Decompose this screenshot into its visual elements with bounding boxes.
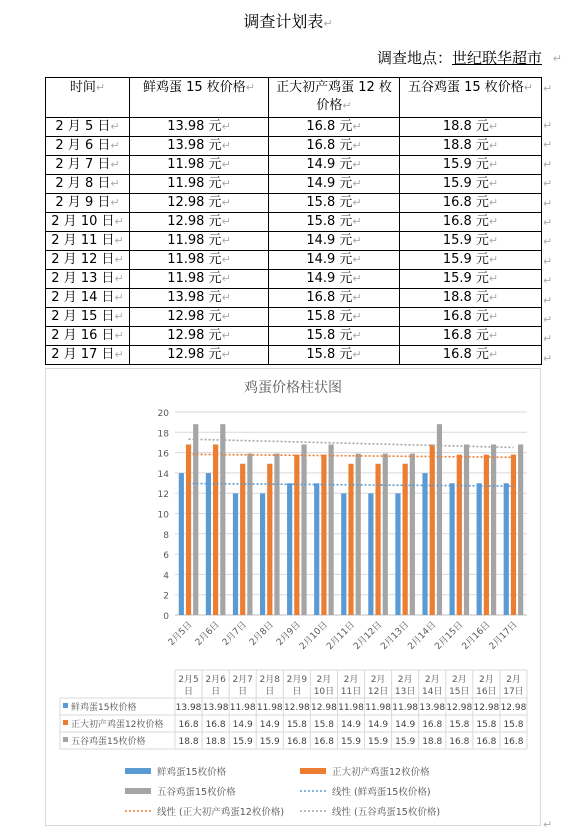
legend-swatch (125, 788, 151, 794)
date-cell: 2 月 17 日↵ (46, 346, 130, 365)
price-cell: 11.98 元↵ (130, 175, 269, 194)
bar (233, 493, 238, 615)
data-table-value: 18.8 (205, 737, 226, 747)
data-table-col-label: 17日 (503, 687, 524, 697)
legend-label: 线性 (五谷鸡蛋15枚价格) (332, 807, 441, 818)
egg-price-chart (45, 368, 541, 826)
price-cell: 15.8 元↵ (269, 308, 400, 327)
bar (511, 455, 516, 615)
data-table-value: 15.9 (395, 737, 416, 747)
table-row (46, 213, 542, 232)
bar (410, 454, 415, 615)
location-label: 调查地点： (376, 49, 452, 67)
data-table-col-label: 2月 (479, 675, 494, 685)
data-table-value: 15.8 (449, 720, 470, 730)
price-cell: 11.98 元↵ (130, 232, 269, 251)
bar (247, 454, 252, 615)
data-table-value: 13.98 (419, 703, 446, 713)
survey-location (376, 47, 562, 68)
data-table-col-label: 2月 (370, 675, 386, 685)
location-value: 世纪联华超市 (451, 49, 542, 67)
data-table-value: 11.98 (365, 703, 391, 713)
price-table (45, 77, 542, 365)
price-cell: 15.9 元↵ (400, 270, 542, 289)
bar (430, 444, 435, 615)
data-table-col-label: 2月 (506, 675, 521, 685)
bar (213, 444, 218, 615)
row-end-mark: ↵ (543, 177, 553, 191)
bar (491, 444, 496, 615)
data-table-value: 13.98 (202, 703, 229, 713)
price-cell: 16.8 元↵ (269, 137, 400, 156)
date-cell: 2 月 9 日↵ (46, 194, 130, 213)
document-title: 调查计划表↵ (243, 12, 333, 31)
price-cell: 15.9 元↵ (400, 156, 542, 175)
data-table-col-label: 10日 (313, 687, 335, 697)
data-table-col-label: 2月 (397, 675, 413, 685)
y-tick-label: 10 (157, 510, 169, 521)
bar (220, 424, 225, 615)
price-cell: 13.98 元↵ (130, 137, 269, 156)
row-end-mark: ↵ (543, 82, 553, 95)
y-tick-label: 12 (157, 490, 169, 501)
data-table-value: 15.8 (286, 720, 307, 730)
legend-label: 线性 (正大初产鸡蛋12枚价格) (157, 807, 285, 818)
data-table-col-label: 日 (211, 687, 221, 697)
data-table-row-label: 正大初产鸡蛋12枚价格 (71, 720, 164, 730)
bar (179, 473, 184, 615)
data-table-value: 11.98 (338, 703, 364, 713)
data-table-col-label: 日 (238, 687, 248, 697)
y-tick-label: 2 (163, 591, 169, 602)
data-table-value: 14.9 (232, 720, 253, 730)
price-cell: 15.8 元↵ (269, 327, 400, 346)
x-tick-label: 2月6日 (193, 620, 222, 648)
legend-label: 线性 (鲜鸡蛋15枚价格) (332, 787, 431, 798)
row-end-mark: ↵ (543, 157, 553, 171)
bar (274, 454, 279, 615)
data-table-value: 12.98 (500, 703, 527, 713)
date-cell: 2 月 14 日↵ (46, 289, 130, 308)
data-table-value: 15.9 (340, 737, 362, 747)
price-cell: 12.98 元↵ (130, 346, 269, 365)
bar (287, 483, 292, 615)
data-table-value: 16.8 (178, 720, 199, 730)
bar (368, 493, 373, 615)
bar (206, 473, 211, 615)
legend-swatch (300, 768, 326, 774)
price-cell: 16.8 元↵ (400, 327, 542, 346)
data-table-value: 16.8 (286, 737, 307, 747)
row-end-mark: ↵ (543, 293, 553, 307)
x-tick-label: 2月11日 (325, 620, 358, 653)
header-date: 时间↵ (46, 78, 130, 118)
row-end-mark: ↵ (543, 216, 553, 229)
price-cell: 15.8 元↵ (269, 213, 400, 232)
data-table-value: 16.8 (205, 720, 226, 730)
data-table-col-label: 15日 (449, 687, 470, 697)
bar (403, 464, 408, 615)
paragraph-mark: ↵ (323, 17, 333, 30)
price-cell: 12.98 元↵ (130, 194, 269, 213)
x-tick-label: 2月12日 (352, 620, 385, 653)
x-tick-label: 2月7日 (220, 620, 249, 648)
date-cell: 2 月 8 日↵ (46, 175, 130, 194)
table-row (46, 194, 542, 213)
y-tick-label: 0 (163, 612, 169, 622)
y-tick-label: 16 (157, 449, 169, 460)
header-fresh-egg: 鲜鸡蛋 15 枚价格↵ (130, 78, 269, 118)
data-table-col-label: 2月8 (259, 675, 280, 685)
header-zhengda-egg: 正大初产鸡蛋 12 枚价格↵ (269, 78, 400, 118)
x-tick-label: 2月5日 (166, 620, 195, 648)
price-cell: 15.9 元↵ (400, 251, 542, 270)
price-cell: 16.8 元↵ (400, 346, 542, 365)
y-tick-label: 6 (163, 551, 169, 562)
bar (314, 483, 319, 615)
data-table-value: 12.98 (473, 703, 500, 713)
data-table-value: 12.98 (283, 703, 310, 713)
data-table-value: 15.8 (313, 720, 334, 730)
data-table-value: 14.9 (368, 720, 389, 730)
row-end-mark: ↵ (543, 351, 553, 365)
data-table-value: 15.9 (232, 737, 253, 747)
price-cell: 15.8 元↵ (269, 194, 400, 213)
bar (321, 455, 326, 615)
price-cell: 12.98 元↵ (130, 213, 269, 232)
data-table-col-label: 13日 (394, 687, 416, 697)
y-tick-label: 18 (157, 429, 169, 440)
table-row (46, 232, 542, 251)
table-row (46, 270, 542, 289)
data-table-row-label: 五谷鸡蛋15枚价格 (71, 737, 146, 747)
bar (260, 493, 265, 615)
data-table-value: 18.8 (422, 737, 443, 747)
bar (356, 454, 361, 615)
bar (240, 464, 245, 615)
bar (518, 444, 523, 615)
table-row (46, 251, 542, 270)
data-table-value: 18.8 (178, 737, 199, 747)
price-cell: 11.98 元↵ (130, 251, 269, 270)
legend-swatch (125, 768, 151, 774)
data-table-value: 15.9 (368, 737, 389, 747)
y-tick-label: 8 (163, 530, 169, 541)
series-key (63, 720, 68, 725)
price-cell: 18.8 元↵ (400, 118, 542, 137)
date-cell: 2 月 7 日↵ (46, 156, 130, 175)
x-tick-label: 2月8日 (247, 620, 276, 648)
price-cell: 14.9 元↵ (269, 232, 400, 251)
bar (186, 444, 191, 615)
row-end-mark: ↵ (543, 138, 553, 152)
bar (450, 483, 455, 615)
bar (422, 473, 427, 615)
table-row (46, 327, 542, 346)
date-cell: 2 月 12 日↵ (46, 251, 130, 270)
table-row (46, 175, 542, 194)
price-cell: 14.9 元↵ (269, 251, 400, 270)
data-table-col-label: 11日 (340, 687, 362, 697)
y-tick-label: 20 (157, 409, 169, 419)
bar (437, 424, 442, 615)
data-table-value: 14.9 (340, 720, 362, 730)
data-table-value: 15.8 (476, 720, 497, 730)
x-tick-label: 2月17日 (487, 620, 520, 653)
table-header-row (46, 78, 542, 118)
row-end-mark: ↵ (543, 196, 553, 210)
bar (484, 455, 489, 615)
chart-title: 鸡蛋价格柱状图 (244, 380, 342, 396)
data-table-value: 16.8 (503, 737, 524, 747)
data-table-col-label: 2月6 (205, 675, 226, 685)
table-row (46, 308, 542, 327)
data-table-value: 15.9 (259, 737, 280, 747)
paragraph-mark: ↵ (543, 818, 553, 831)
price-cell: 14.9 元↵ (269, 270, 400, 289)
data-table-col-label: 2月 (343, 675, 359, 685)
data-table-value: 12.98 (311, 703, 337, 713)
bar (348, 464, 353, 615)
data-table-value: 13.98 (175, 703, 202, 713)
table-row (46, 137, 542, 156)
price-cell: 11.98 元↵ (130, 156, 269, 175)
data-table-col-label: 2月7 (232, 675, 253, 685)
data-table-col-label: 2月5 (178, 675, 199, 685)
data-table-value: 12.98 (446, 703, 473, 713)
bar (329, 444, 334, 615)
row-end-mark: ↵ (543, 235, 553, 249)
price-cell: 16.8 元↵ (269, 289, 400, 308)
data-table-value: 16.8 (313, 737, 334, 747)
date-cell: 2 月 10 日↵ (46, 213, 130, 232)
price-cell: 16.8 元↵ (400, 213, 542, 232)
row-end-mark: ↵ (543, 274, 553, 288)
price-cell: 16.8 元↵ (269, 118, 400, 137)
data-table-col-label: 2月9 (286, 675, 308, 685)
price-cell: 12.98 元↵ (130, 327, 269, 346)
date-cell: 2 月 5 日↵ (46, 118, 130, 137)
trendline (189, 439, 514, 447)
price-cell: 15.9 元↵ (400, 232, 542, 251)
bar (383, 454, 388, 615)
paragraph-mark: ↵ (552, 52, 562, 65)
date-cell: 2 月 13 日↵ (46, 270, 130, 289)
series-key (63, 703, 68, 708)
row-end-mark: ↵ (543, 332, 553, 346)
price-cell: 16.8 元↵ (400, 308, 542, 327)
x-tick-label: 2月13日 (379, 620, 412, 653)
row-end-mark: ↵ (543, 254, 553, 268)
price-cell: 14.9 元↵ (269, 175, 400, 194)
price-cell: 16.8 元↵ (400, 194, 542, 213)
legend-label: 正大初产鸡蛋12枚价格 (332, 767, 430, 778)
data-table-value: 15.8 (503, 720, 524, 730)
date-cell: 2 月 11 日↵ (46, 232, 130, 251)
table-row (46, 156, 542, 175)
data-table-value: 11.98 (229, 703, 256, 713)
bar (301, 444, 306, 615)
data-table-value: 11.98 (256, 703, 283, 713)
price-cell: 15.8 元↵ (269, 346, 400, 365)
row-end-mark: ↵ (543, 313, 553, 326)
bar (193, 424, 198, 615)
bar (504, 483, 509, 615)
data-table-value: 11.98 (392, 703, 419, 713)
price-cell: 18.8 元↵ (400, 289, 542, 308)
data-table-col-label: 日 (292, 687, 302, 697)
data-table-col-label: 日 (184, 687, 194, 697)
price-cell: 13.98 元↵ (130, 118, 269, 137)
price-cell: 15.9 元↵ (400, 175, 542, 194)
x-tick-label: 2月14日 (406, 620, 439, 653)
data-table-value: 14.9 (395, 720, 416, 730)
x-tick-label: 2月9日 (275, 620, 303, 648)
date-cell: 2 月 15 日↵ (46, 308, 130, 327)
header-wugu-egg: 五谷鸡蛋 15 枚价格↵ (400, 78, 542, 118)
bar (395, 493, 400, 615)
data-table-col-label: 2月 (424, 675, 440, 685)
x-tick-label: 2月16日 (460, 620, 493, 653)
bar (375, 464, 380, 615)
table-row (46, 289, 542, 308)
data-table-value: 16.8 (449, 737, 470, 747)
x-tick-label: 2月10日 (298, 620, 331, 653)
price-cell: 12.98 元↵ (130, 308, 269, 327)
data-table-col-label: 16日 (476, 687, 497, 697)
price-cell: 14.9 元↵ (269, 156, 400, 175)
bar (267, 464, 272, 615)
data-table-col-label: 14日 (422, 687, 443, 697)
y-tick-label: 14 (157, 469, 169, 480)
data-table-value: 16.8 (422, 720, 443, 730)
price-cell: 13.98 元↵ (130, 289, 269, 308)
data-table-col-label: 2月 (451, 675, 467, 685)
legend-label: 五谷鸡蛋15枚价格 (157, 787, 236, 798)
data-table-value: 16.8 (476, 737, 497, 747)
table-row (46, 346, 542, 365)
x-tick-label: 2月15日 (433, 620, 466, 653)
row-end-mark: ↵ (543, 119, 553, 132)
data-table-row-label: 鲜鸡蛋15枚价格 (71, 703, 137, 713)
bar (464, 444, 469, 615)
data-table-value: 14.9 (259, 720, 280, 730)
price-cell: 18.8 元↵ (400, 137, 542, 156)
table-row (46, 118, 542, 137)
legend-label: 鲜鸡蛋15枚价格 (157, 767, 227, 778)
series-key (63, 737, 68, 742)
bar (457, 455, 462, 615)
y-tick-label: 4 (163, 571, 169, 582)
bar (294, 455, 299, 615)
bar (477, 483, 482, 615)
data-table-col-label: 日 (265, 687, 275, 697)
bar (341, 493, 346, 615)
price-cell: 11.98 元↵ (130, 270, 269, 289)
date-cell: 2 月 6 日↵ (46, 137, 130, 156)
data-table-col-label: 12日 (367, 687, 389, 697)
date-cell: 2 月 16 日↵ (46, 327, 130, 346)
data-table-col-label: 2月 (316, 675, 332, 685)
